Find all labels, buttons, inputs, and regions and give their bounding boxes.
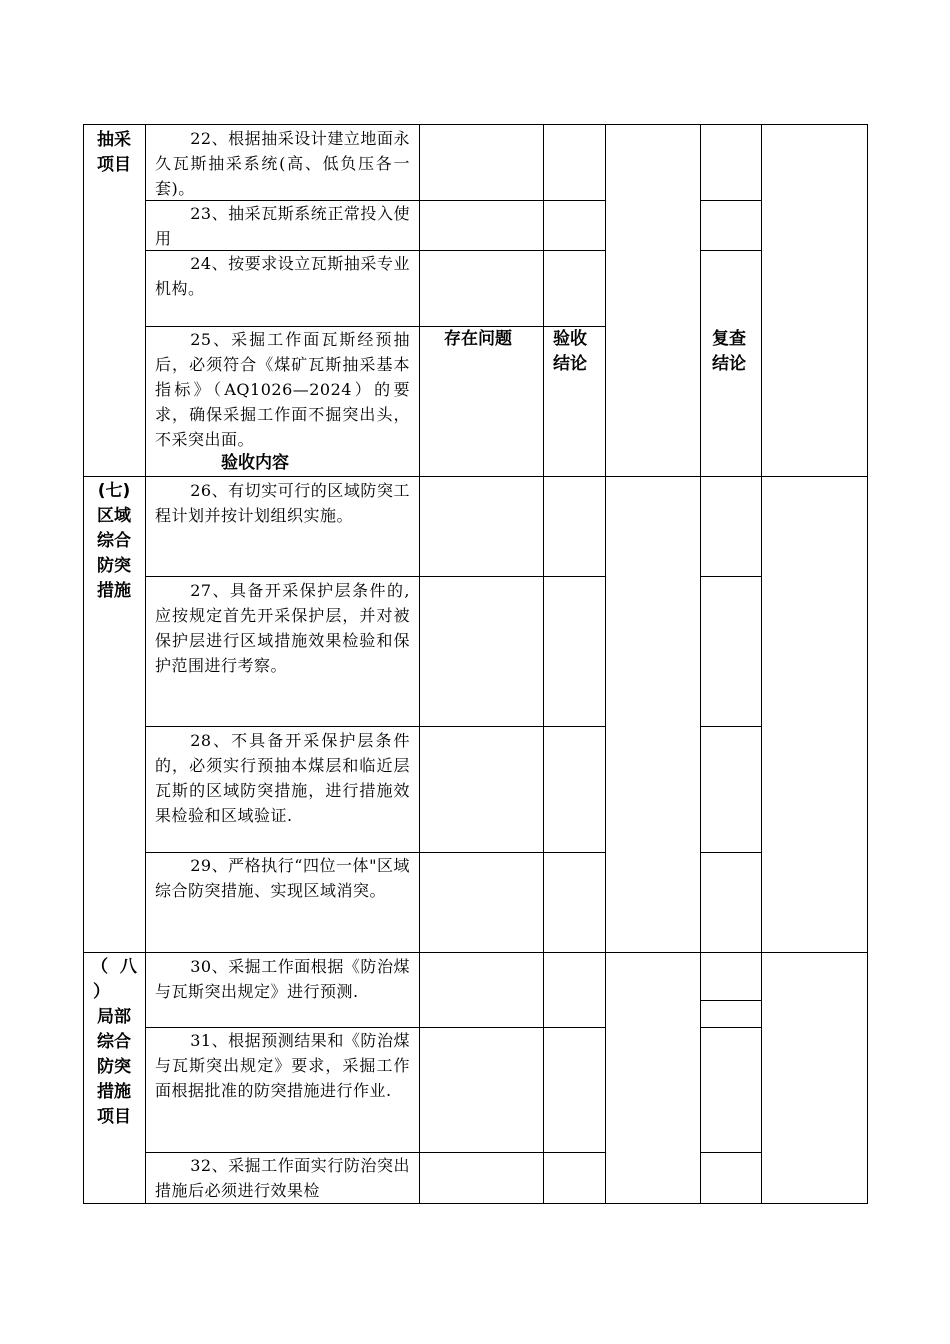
row-divider [700,726,761,727]
item-27: 27、具备开采保护层条件的,应按规定首先开采保护层，并对被保护层进行区域措施效果检验和保护范围进行考察。 [155,581,410,675]
header-acceptance: 验收 结论 [553,329,587,374]
section-label-local: （ 八 ） 局部 综合 防突 措施 项目 [91,957,137,1127]
item-31: 31、根据预测结果和《防治煤与瓦斯突出规定》要求，采掘工作面根据批准的防突措施进行作业. [155,1031,410,1100]
row-divider [145,726,605,727]
table-border-bottom [83,1203,868,1204]
section-label-regional: (七) 区域 综合 防突 措施 [97,481,131,601]
item-28: 28、不具备开采保护层条件的，必须实行预抽本煤层和临近层瓦斯的区域防突措施，进行措施效果检验和区域验证. [155,731,410,825]
column-line [605,124,606,1204]
row-divider [700,1152,761,1153]
column-line [867,124,868,1204]
item-29: 29、严格执行“四位一体"区域综合防突措施、实现区域消突。 [155,856,410,900]
row-divider [145,576,605,577]
item-32: 32、采掘工作面实行防治突出措施后必须进行效果检 [155,1156,410,1200]
header-review: 复查 结论 [712,329,746,374]
item-22: 22、根据抽采设计建立地面永久瓦斯抽采系统(高、低负压各一套)。 [155,129,410,198]
column-line [419,124,420,1204]
section-label-drainage: 抽采 项目 [97,130,131,175]
row-divider [700,1000,761,1001]
section-divider [83,476,868,477]
header-content: 验收内容 [221,453,289,473]
column-line [761,124,762,1204]
row-divider [700,576,761,577]
item-26: 26、有切实可行的区域防突工程计划并按计划组织实施。 [155,481,410,525]
item-24: 24、按要求设立瓦斯抽采专业机构。 [155,254,410,298]
row-divider [700,250,761,251]
item-23: 23、抽采瓦斯系统正常投入使用 [155,204,410,248]
item-30: 30、采掘工作面根据《防治煤与瓦斯突出规定》进行预测. [155,957,410,1001]
column-line [543,124,544,1204]
row-divider [700,852,761,853]
row-divider [700,1027,761,1028]
section-divider [83,952,868,953]
column-line [145,124,146,1204]
header-problems: 存在问题 [444,329,512,349]
column-line [700,124,701,1204]
item-25: 25、采掘工作面瓦斯经预抽后，必须符合《煤矿瓦斯抽采基本指标》（AQ1026—2024）的要求，确保采掘工作面不掘突出头，不采突出面。 [155,330,410,449]
table-border-top [83,124,868,125]
row-divider [700,200,761,201]
